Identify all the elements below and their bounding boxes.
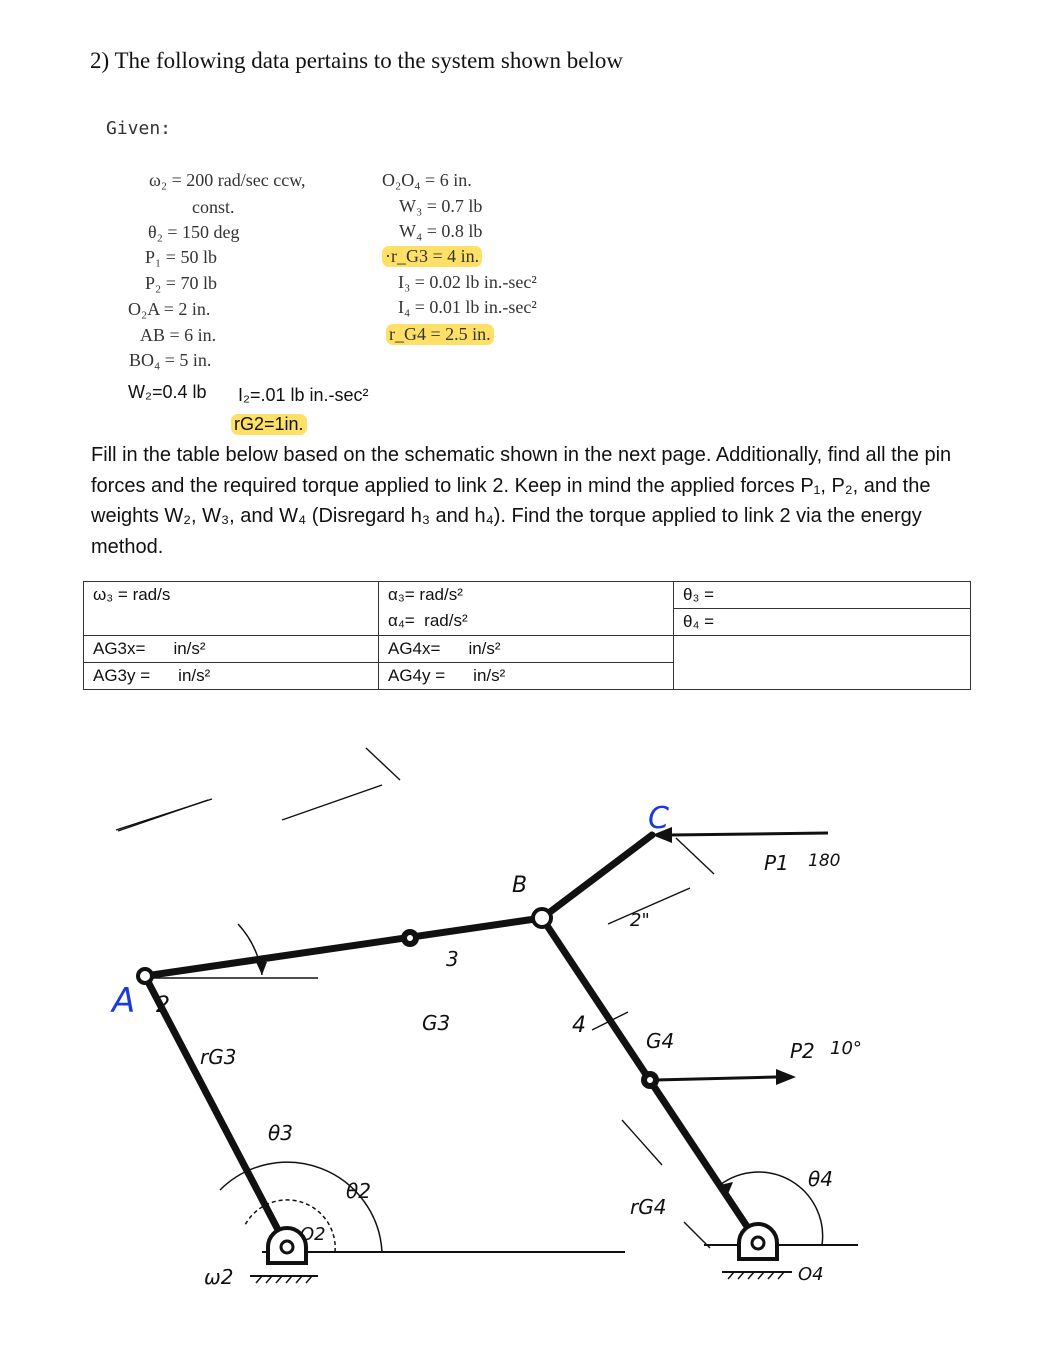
given-w4: W₄ = 0.8 lb [399,221,483,241]
label-b: B [512,873,528,898]
given-i3: I₃ = 0.02 lb in.-sec² [398,272,537,292]
given-rg4: r_G4 = 2.5 in. [386,324,494,345]
alpha-cell[interactable] [379,582,674,636]
given-rg2: rG2=1in. [231,414,307,435]
given-i2: I₂=.01 lb in.-sec² [238,385,369,405]
label-2in: 2" [630,910,650,931]
given-w3: W₃ = 0.7 lb [399,196,483,216]
results-table [83,581,971,690]
label-c: C [648,801,669,836]
label-theta4: θ4 [808,1167,833,1191]
given-rg3: ·r_G3 = 4 in. [382,246,482,267]
given-p1: P₁ = 50 lb [145,247,217,267]
joint-b [533,909,551,927]
given-omega2: ω₂ = 200 rad/sec ccw, [149,170,306,190]
label-o2: O2 [300,1224,326,1245]
given-i4: I₄ = 0.01 lb in.-sec² [398,297,537,317]
table-row [84,582,971,636]
ag3y-label: AG3y = [93,666,151,685]
label-p1-angle: 180 [808,851,841,871]
given-w2: W₂=0.4 lb [128,382,207,402]
ag3x-label: AG3x= [93,639,146,658]
omega3-label: ω₃ = rad/s [93,585,171,604]
label-p2-angle: 10° [830,1038,862,1059]
ag4y-label: AG4y = [388,666,446,685]
label-link-3: 3 [446,947,459,971]
alpha4-label: α₄= [388,611,415,630]
ag3-cell[interactable] [84,636,379,690]
given-o2o4: O₂O₄ = 6 in. [382,170,472,190]
label-link-4: 4 [572,1013,586,1038]
theta4-label: θ₄ = [674,608,970,635]
label-rg4: rG4 [630,1195,667,1219]
empty-cell[interactable] [674,636,971,690]
label-p1: P1 [764,851,789,875]
theta3-label: θ₃ = [683,585,715,604]
given-bo4: BO₄ = 5 in. [129,350,212,370]
instructions-paragraph: Fill in the table below based on the schematic shown in the next page. Additionally, find all the pin forces and the required torque applied to link 2. Keep in mind the applied forces P₁, P₂, and the weights W₂, W₃, and W₄ (Disregard h₃ and h₄). Find the torque applied to link 2 via the energy method. [91,444,952,558]
ag4-cell[interactable] [379,636,674,690]
label-a: A [112,981,136,1021]
given-theta2: θ₂ = 150 deg [148,222,240,242]
alpha4-unit: rad/s² [424,611,468,630]
given-label: Given: [106,118,172,139]
given-ab: AB = 6 in. [140,325,217,345]
label-link-2: 2 [156,993,170,1018]
ag3x-unit: in/s² [173,639,206,658]
label-o4: O4 [798,1264,824,1285]
label-omega2: ω2 [204,1265,234,1289]
given-p2: P₂ = 70 lb [145,273,217,293]
ag4y-unit: in/s² [473,666,506,685]
theta-cell[interactable] [674,582,971,636]
joint-a [138,969,152,983]
label-g3: G3 [422,1011,451,1035]
label-g4: G4 [646,1029,675,1053]
mechanism [0,700,1063,1366]
label-p2: P2 [790,1039,815,1063]
omega3-cell[interactable] [84,582,379,636]
table-row [84,636,971,690]
alpha3-label: α₃= rad/s² [388,585,463,604]
label-theta2: θ2 [346,1179,371,1203]
ag4x-unit: in/s² [468,639,501,658]
given-const: const. [192,197,235,217]
ag4x-label: AG4x= [388,639,441,658]
given-o2a: O₂A = 2 in. [128,299,211,319]
page-title: 2) The following data pertains to the system shown below [90,48,623,73]
ag3y-unit: in/s² [178,666,211,685]
p1-force-line [670,833,828,835]
mechanism-background [0,700,1063,1366]
label-rg3: rG3 [200,1045,237,1069]
label-theta3: θ3 [268,1121,293,1145]
